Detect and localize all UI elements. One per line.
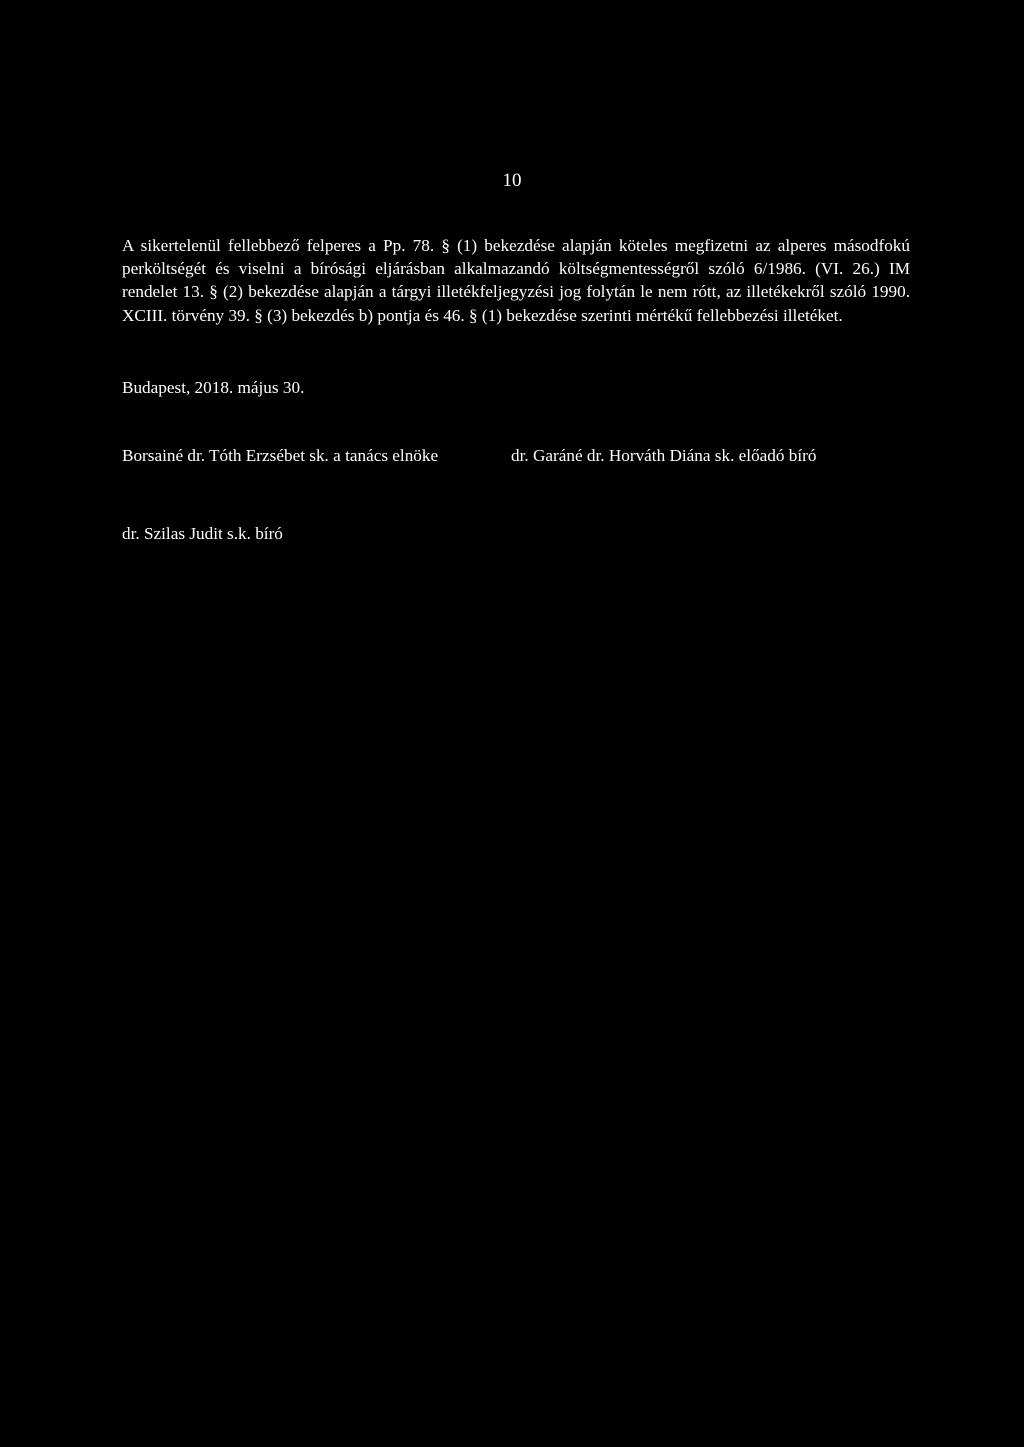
body-paragraph: A sikertelenül fellebbező felperes a Pp. 78. § (1) bekezdése alapján köteles megfizetni az alperes másodfokú perköltségét és viselni a bírósági eljárásban alkalmazandó költségmentességről szóló 6/1986. (VI. 26.) IM rendelet 13. § (2) bekezdése alapján a tárgyi illetékfeljegyzési jog folytán le nem rótt, az illetékekről szóló 1990. XCIII. törvény 39. § (3) bekezdés b) pontja és 46. § (1) bekezdése szerinti mértékű fellebbezési illetéket.: [122, 236, 910, 325]
signature-judge: dr. Szilas Judit s.k. bíró: [122, 524, 283, 543]
page-number: 10: [502, 170, 522, 191]
signature-rapporteur-judge: dr. Garáné dr. Horváth Diána sk. előadó bíró: [511, 446, 817, 465]
place-date: Budapest, 2018. május 30.: [122, 378, 305, 397]
signature-presiding-judge: Borsainé dr. Tóth Erzsébet sk. a tanács elnöke: [122, 446, 439, 465]
